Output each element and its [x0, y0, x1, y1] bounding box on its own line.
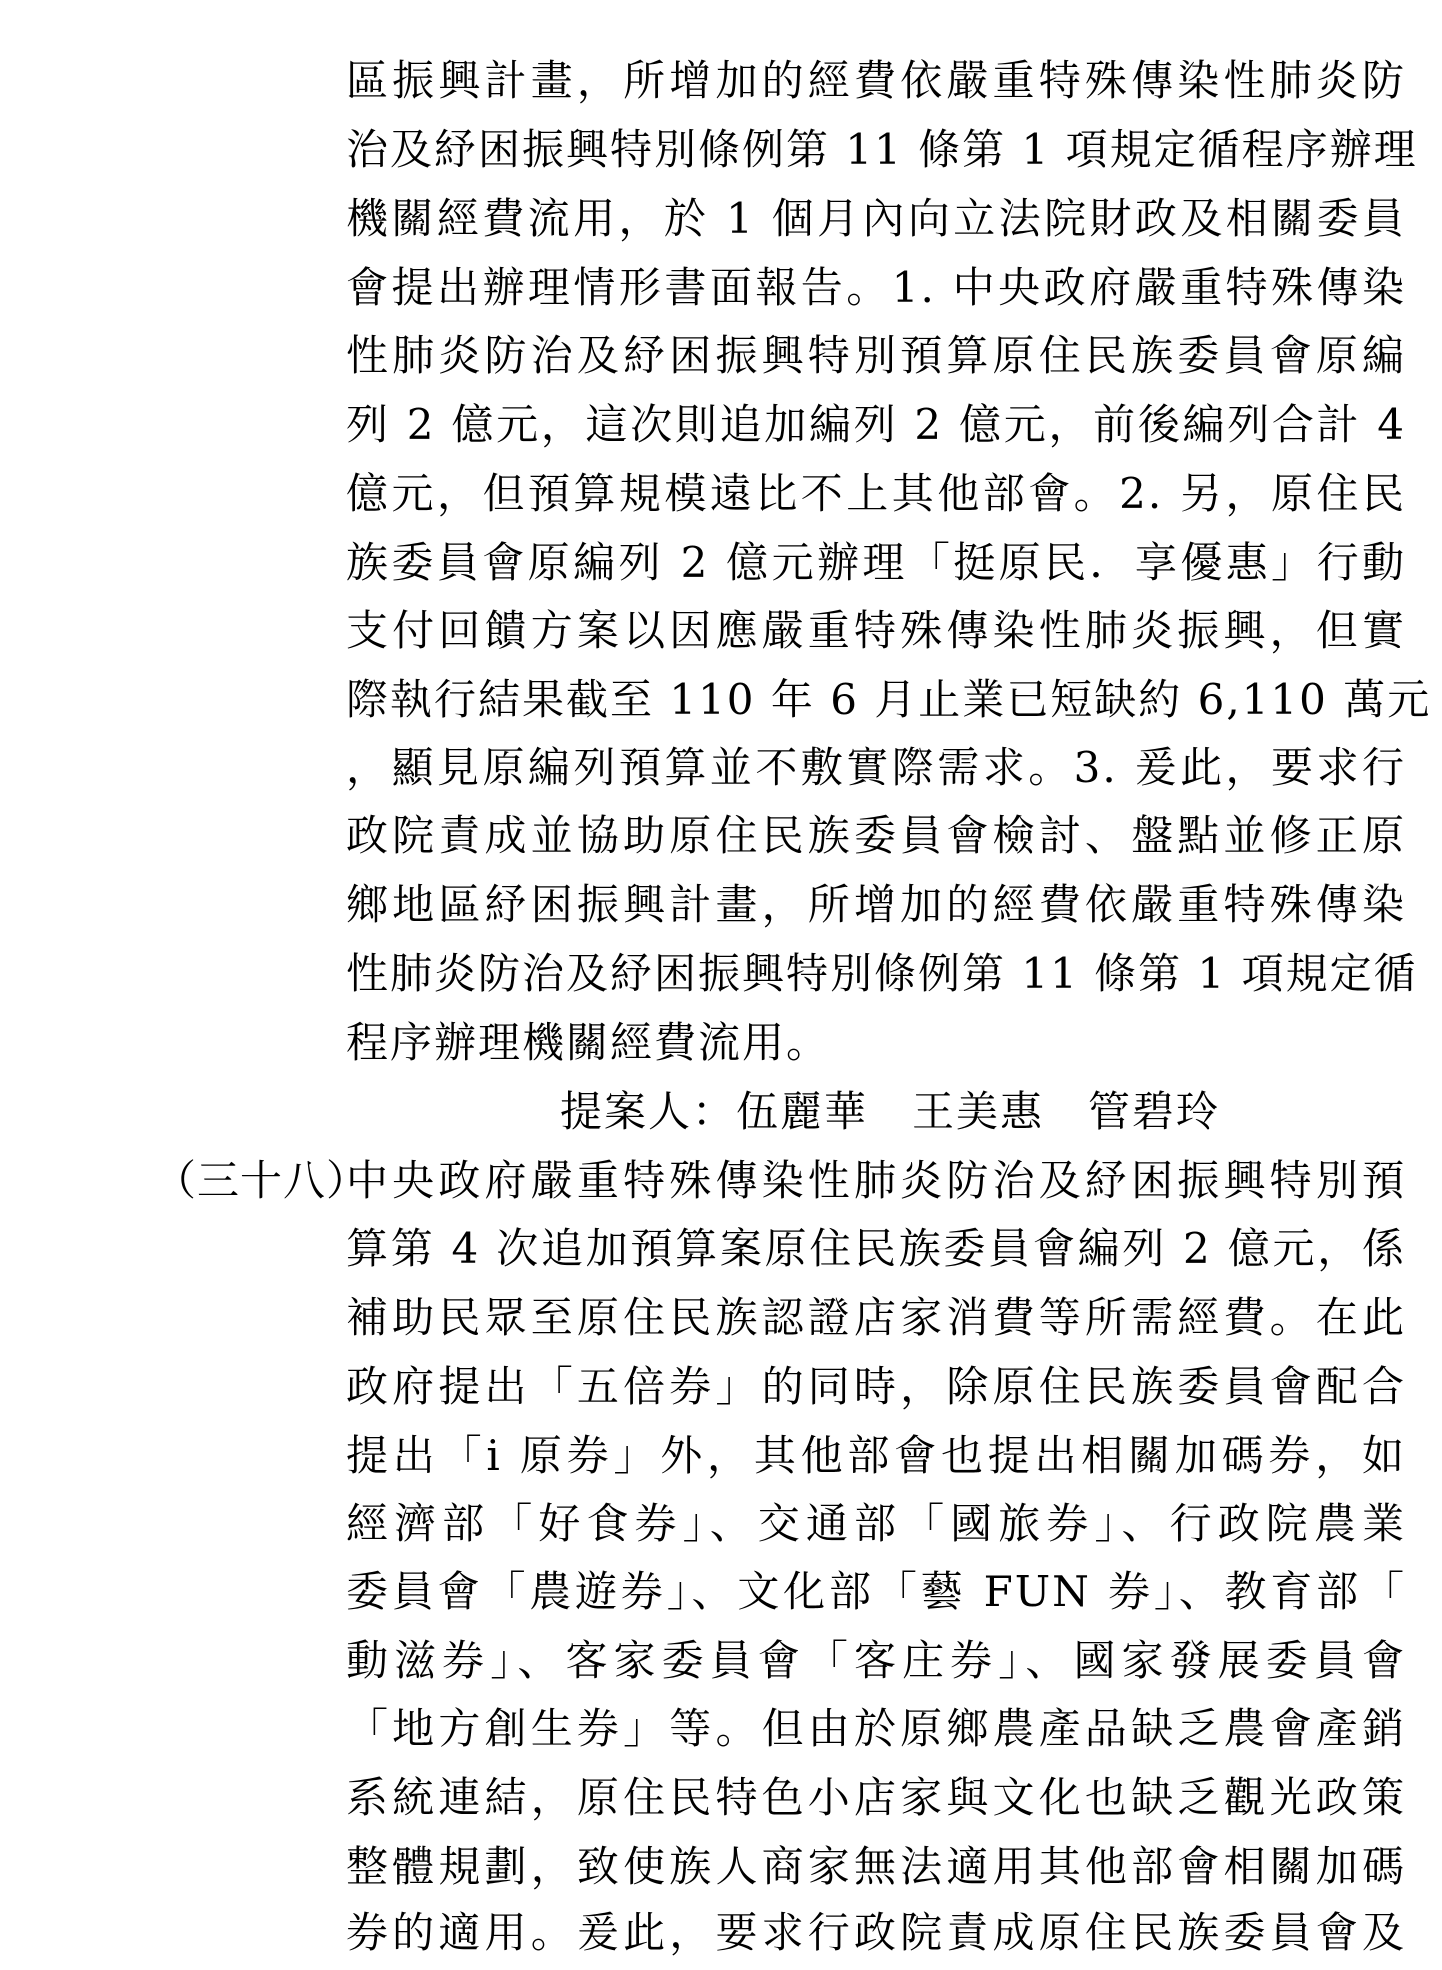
- paragraph-line: 區振興計畫，所增加的經費依嚴重特殊傳染性肺炎防: [346, 56, 1406, 105]
- paragraph-line: 政院責成並協助原住民族委員會檢討、盤點並修正原: [346, 811, 1406, 860]
- paragraph-line: 族委員會原編列 2 億元辦理「挺原民．享優惠」行動: [346, 538, 1406, 587]
- paragraph-line: 中央政府嚴重特殊傳染性肺炎防治及紓困振興特別預: [346, 1156, 1406, 1205]
- paragraph-line: 性肺炎防治及紓困振興特別預算原住民族委員會原編: [346, 331, 1406, 380]
- paragraph-line: 政府提出「五倍券」的同時，除原住民族委員會配合: [346, 1362, 1406, 1411]
- paragraph-line: 性肺炎防治及紓困振興特別條例第 11 條第 1 項規定循: [346, 949, 1418, 998]
- paragraph-line: 「地方創生券」等。但由於原鄉農產品缺乏農會產銷: [346, 1704, 1406, 1753]
- paragraph-line: 機關經費流用，於 1 個月內向立法院財政及相關委員: [346, 194, 1406, 243]
- paragraph-line: 列 2 億元，這次則追加編列 2 億元，前後編列合計 4: [346, 400, 1406, 449]
- paragraph-line: 系統連結，原住民特色小店家與文化也缺乏觀光政策: [346, 1773, 1406, 1822]
- paragraph-line: 程序辦理機關經費流用。: [346, 1018, 831, 1067]
- paragraph-line: 委員會「農遊券」、文化部「藝 FUN 券」、教育部「: [346, 1567, 1406, 1616]
- proposer-line: 提案人：伍麗華 王美惠 管碧玲: [560, 1087, 1221, 1136]
- paragraph-line: 券的適用。爰此，要求行政院責成原住民族委員會及: [346, 1908, 1406, 1957]
- paragraph-line: 支付回饋方案以因應嚴重特殊傳染性肺炎振興，但實: [346, 606, 1406, 655]
- item-number: （三十八）: [154, 1156, 370, 1205]
- paragraph-line: 鄉地區紓困振興計畫，所增加的經費依嚴重特殊傳染: [346, 880, 1406, 929]
- paragraph-line: 會提出辦理情形書面報告。1. 中央政府嚴重特殊傳染: [346, 263, 1406, 312]
- paragraph-line: 動滋券」、客家委員會「客庄券」、國家發展委員會: [346, 1636, 1406, 1685]
- paragraph-line: 提出「i 原券」外，其他部會也提出相關加碼券，如: [346, 1431, 1406, 1480]
- paragraph-line: 際執行結果截至 110 年 6 月止業已短缺約 6,110 萬元: [346, 675, 1432, 724]
- paragraph-line: 億元，但預算規模遠比不上其他部會。2. 另，原住民: [346, 469, 1406, 518]
- paragraph-line: 經濟部「好食券」、交通部「國旅券」、行政院農業: [346, 1499, 1406, 1548]
- paragraph-line: 算第 4 次追加預算案原住民族委員會編列 2 億元，係: [346, 1224, 1406, 1273]
- paragraph-line: ，顯見原編列預算並不敷實際需求。3. 爰此，要求行: [346, 743, 1406, 792]
- paragraph-line: 整體規劃，致使族人商家無法適用其他部會相關加碼: [346, 1842, 1406, 1891]
- paragraph-line: 補助民眾至原住民族認證店家消費等所需經費。在此: [346, 1293, 1406, 1342]
- paragraph-line: 治及紓困振興特別條例第 11 條第 1 項規定循程序辦理: [346, 125, 1418, 174]
